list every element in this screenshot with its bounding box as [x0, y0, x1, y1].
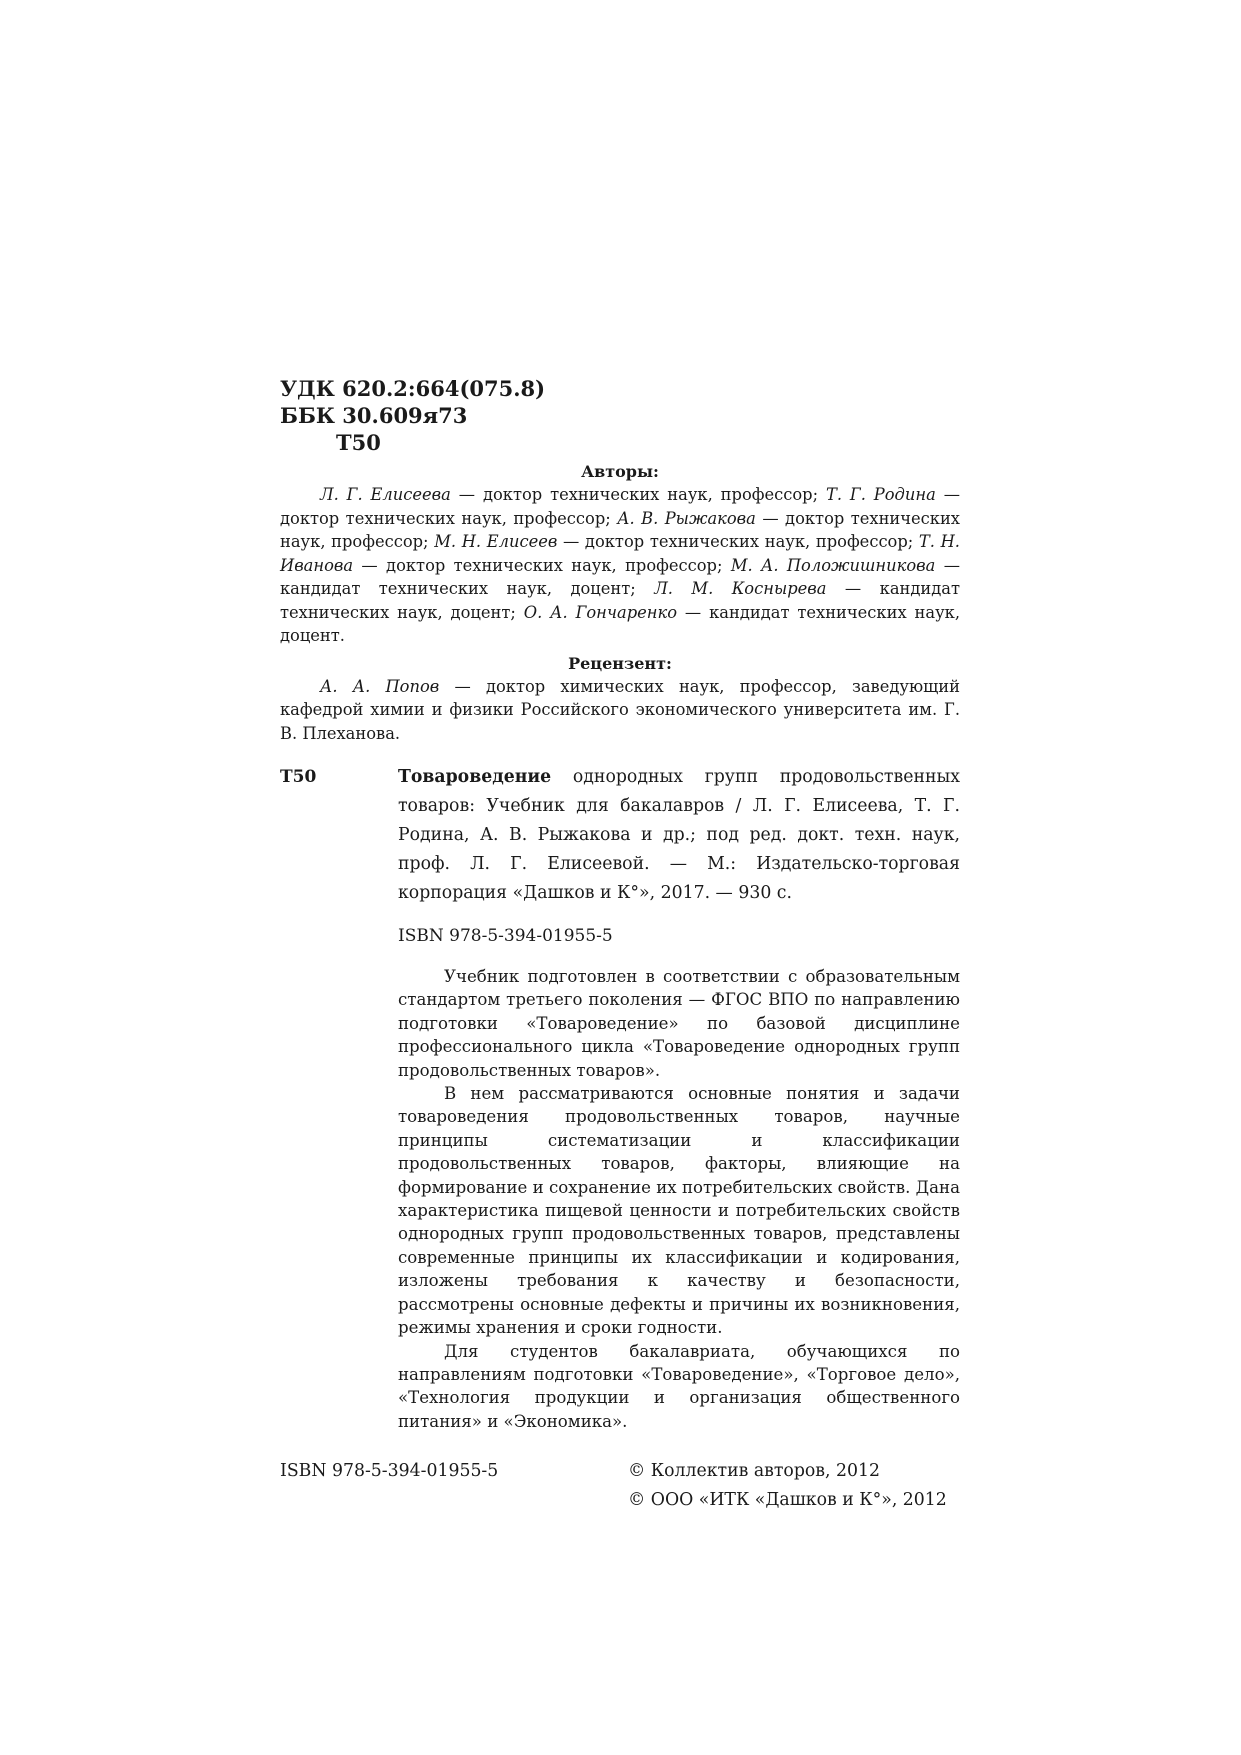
- entry-body: [398, 763, 960, 908]
- author-desc: — кандидат технических наук, доцент.: [280, 602, 961, 645]
- author-name: Т. Н. Иванова: [280, 532, 960, 575]
- author-name: М. Н. Елисеев: [434, 532, 558, 551]
- author-name: Л. М. Коснырева: [654, 579, 827, 598]
- annotation-paragraph: Для студентов бакалавриата, обучающихся по направлениям подготовки «Товароведение», «Торговое дело», «Технология продукции и организация общественного питания» и «Экономика».: [398, 1341, 960, 1431]
- reviewer-info: [280, 675, 960, 746]
- author-desc: — кандидат технических наук, доцент;: [280, 555, 960, 598]
- classification-codes: [280, 375, 960, 456]
- annotation-paragraph: Учебник подготовлен в соответствии с образовательным стандартом третьего поколения — ФГОС ВПО по направлению подготовки «Товароведение» по базовой дисциплине профессионального цикла «Товароведение однородных групп продовольственных товаров».: [398, 967, 960, 1080]
- author-name: М. А. Положишникова: [730, 555, 936, 575]
- authors-heading: Авторы:: [581, 462, 659, 481]
- author-name: О. А. Гончаренко: [523, 602, 678, 622]
- entry-code: Т50: [280, 767, 317, 787]
- author-desc: — доктор технических наук, профессор;: [280, 485, 960, 528]
- footer-isbn: ISBN 978-5-394-01955-5: [280, 1461, 499, 1482]
- author-desc: — кандидат технических наук, доцент;: [280, 579, 960, 622]
- copyright-authors: © Коллектив авторов, 2012: [628, 1461, 880, 1482]
- entry-text: однородных групп продовольственных товаров: Учебник для бакалавров / Л. Г. Елисеева, Т. Г. Родина, А. В. Рыжакова и др.; под ред. докт. техн. наук, проф. Л. Г. Елисеевой. — М.: Издательско-торговая корпорация «Дашков и К°», 2017. — 930 с.: [398, 767, 960, 903]
- footer: [280, 1457, 960, 1515]
- author-name: Т. Г. Родина: [825, 485, 936, 504]
- catalog-entry: [280, 763, 960, 908]
- author-name: Л. Г. Елисеева: [320, 485, 451, 504]
- author-desc: — доктор технических наук, профессор;: [280, 508, 960, 551]
- author-desc: — доктор технических наук, профессор;: [353, 555, 731, 575]
- copyright-publisher: © ООО «ИТК «Дашков и К°», 2012: [628, 1490, 947, 1511]
- reviewer-heading: Рецензент:: [568, 653, 672, 673]
- author-desc: — доктор технических наук, профессор;: [557, 532, 919, 551]
- annotation: [398, 965, 960, 1433]
- isbn: ISBN 978-5-394-01955-5: [398, 926, 613, 946]
- author-desc: — доктор технических наук, профессор;: [450, 485, 826, 504]
- reviewer-name: А. А. Попов: [320, 676, 440, 696]
- reviewer-desc: — доктор химических наук, профессор, заведующий кафедрой химии и физики Российского экономического университета им. Г. В. Плеханова.: [280, 676, 960, 743]
- udk-code: УДК 620.2:664(075.8): [280, 376, 546, 401]
- author-code: Т50: [336, 430, 381, 455]
- imprint-page: [280, 375, 960, 1515]
- authors-list: [280, 483, 960, 648]
- copyrights: [628, 1457, 960, 1515]
- author-name: А. В. Рыжакова: [617, 508, 756, 528]
- annotation-paragraph: В нем рассматриваются основные понятия и задачи товароведения продовольственных товаров, научные принципы систематизации и классификации продовольственных товаров, факторы, влияющие на формирование и сохранение их потребительских свойств. Дана характеристика пищевой ценности и потребительских свойств однородных групп продовольственных товаров, представлены современные принципы их классификации и кодирования, изложены требования к качеству и безопасности, рассмотрены основные дефекты и причины их возникновения, режимы хранения и сроки годности.: [398, 1084, 960, 1338]
- entry-title: Товароведение: [398, 767, 552, 787]
- bbk-code: ББК 30.609я73: [280, 403, 468, 428]
